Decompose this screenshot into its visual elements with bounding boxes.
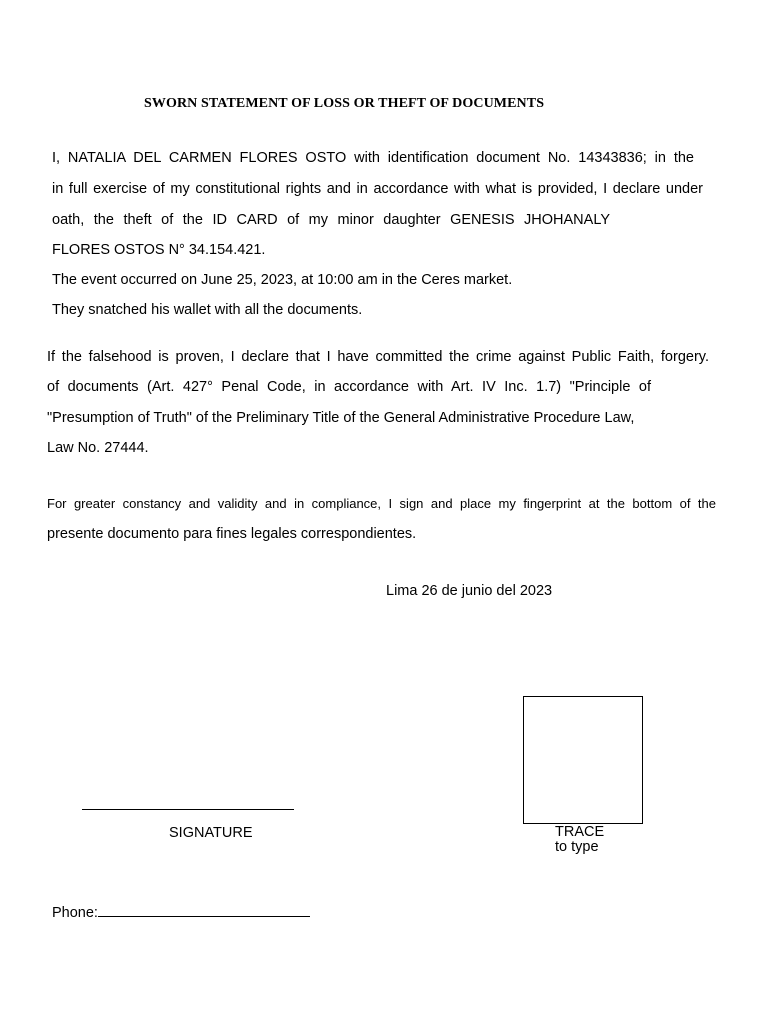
para1-line4: FLORES OSTOS N° 34.154.421. xyxy=(52,242,266,258)
para3-line1: For greater constancy and validity and in compliance, I sign and place my fingerprint at the bottom of the xyxy=(47,496,716,511)
para2-line4: Law No. 27444. xyxy=(47,440,149,456)
fingerprint-label-line1: TRACE xyxy=(555,824,605,840)
para3-line2: presente documento para fines legales correspondientes. xyxy=(47,526,417,542)
fingerprint-box xyxy=(523,696,643,824)
para1-line1: I, NATALIA DEL CARMEN FLORES OSTO with identification document No. 14343836; in the xyxy=(52,150,694,166)
fingerprint-label-line2: to type xyxy=(555,839,599,855)
phone-blank-line xyxy=(98,902,310,917)
signature-line xyxy=(82,809,294,810)
para1-line3: oath, the theft of the ID CARD of my minor daughter GENESIS JHOHANALY xyxy=(52,212,610,228)
para1-line5: The event occurred on June 25, 2023, at 10:00 am in the Ceres market. xyxy=(52,272,513,288)
para2-line1: If the falsehood is proven, I declare that I have committed the crime against Public Faith, forgery. xyxy=(47,349,709,365)
para1-line6: They snatched his wallet with all the documents. xyxy=(52,302,363,318)
document-title: SWORN STATEMENT OF LOSS OR THEFT OF DOCUMENTS xyxy=(144,96,545,111)
para1-line2: in full exercise of my constitutional rights and in accordance with what is provided, I declare under xyxy=(52,181,703,197)
phone-field xyxy=(52,902,310,921)
fingerprint-label xyxy=(555,825,604,855)
para2-line3: "Presumption of Truth" of the Preliminary Title of the General Administrative Procedure Law, xyxy=(47,410,635,426)
place-date: Lima 26 de junio del 2023 xyxy=(386,583,553,599)
phone-label: Phone: xyxy=(52,905,98,921)
para2-line2: of documents (Art. 427° Penal Code, in accordance with Art. IV Inc. 1.7) "Principle of xyxy=(47,379,651,395)
signature-label: SIGNATURE xyxy=(169,825,253,841)
